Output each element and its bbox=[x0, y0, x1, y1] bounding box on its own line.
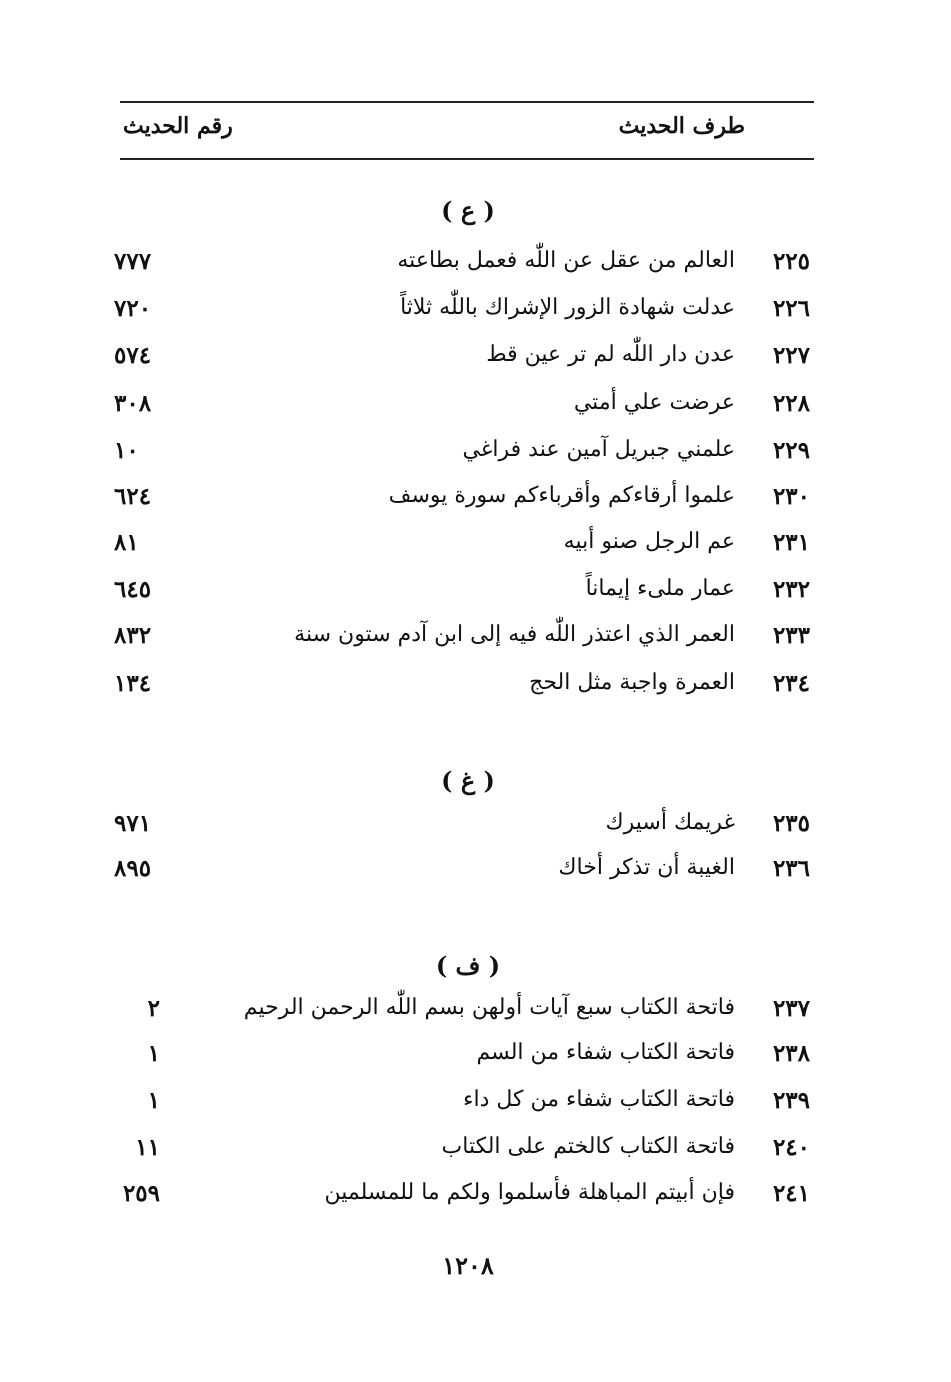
row-index: ٢٢٩ bbox=[772, 437, 810, 464]
table-row bbox=[0, 1180, 951, 1220]
row-ref: ٥٧٤ bbox=[114, 342, 152, 369]
row-index: ٢٣٢ bbox=[772, 576, 810, 603]
row-ref: ١ bbox=[147, 1087, 160, 1114]
table-row bbox=[0, 576, 951, 616]
table-row bbox=[0, 437, 951, 477]
row-index: ٢٣٧ bbox=[772, 995, 810, 1022]
row-ref: ٦٢٤ bbox=[114, 483, 152, 510]
row-index: ٢٢٥ bbox=[772, 248, 810, 275]
row-index: ٢٣٦ bbox=[772, 855, 810, 882]
row-ref: ٢ bbox=[147, 995, 160, 1022]
row-index: ٢٣٣ bbox=[772, 622, 810, 649]
table-row bbox=[0, 855, 951, 895]
table-row bbox=[0, 1134, 951, 1174]
section-title-ain: ( ع ) bbox=[441, 196, 495, 225]
row-index: ٢٢٨ bbox=[772, 390, 810, 417]
table-row bbox=[0, 670, 951, 710]
row-index: ٢٢٦ bbox=[772, 295, 810, 322]
row-text: عرضت علي أمتي bbox=[573, 390, 735, 415]
column-header-hadith-start: طرف الحديث bbox=[618, 113, 745, 139]
row-text: عدلت شهادة الزور الإشراك باللّٰه ثلاثاً bbox=[400, 295, 735, 320]
row-text: عم الرجل صنو أبيه bbox=[563, 529, 735, 554]
table-row bbox=[0, 995, 951, 1035]
row-text: فإن أبيتم المباهلة فأسلموا ولكم ما للمسلمين bbox=[324, 1180, 735, 1205]
row-ref: ١٠ bbox=[114, 437, 139, 464]
table-row bbox=[0, 295, 951, 335]
row-text: فاتحة الكتاب كالختم على الكتاب bbox=[441, 1134, 735, 1159]
table-row bbox=[0, 622, 951, 662]
row-ref: ٨٣٢ bbox=[114, 622, 152, 649]
row-ref: ١١ bbox=[135, 1134, 160, 1161]
row-index: ٢٣١ bbox=[772, 529, 810, 556]
row-index: ٢٣٨ bbox=[772, 1040, 810, 1067]
table-row bbox=[0, 1040, 951, 1080]
row-index: ٢٣٠ bbox=[772, 483, 810, 510]
table-row bbox=[0, 529, 951, 569]
row-text: عمار ملىء إيماناً bbox=[585, 576, 735, 601]
row-text: عدن دار اللّٰه لم تر عين قط bbox=[486, 342, 735, 367]
table-row bbox=[0, 390, 951, 430]
page-number: ١٢٠٨ bbox=[442, 1251, 494, 1280]
row-ref: ٣٠٨ bbox=[114, 390, 152, 417]
row-ref: ١٣٤ bbox=[114, 670, 152, 697]
table-row bbox=[0, 342, 951, 382]
row-text: العمر الذي اعتذر اللّٰه فيه إلى ابن آدم ستون سنة bbox=[294, 622, 735, 647]
table-row bbox=[0, 483, 951, 523]
row-ref: ٩٧١ bbox=[114, 810, 152, 837]
row-ref: ٢٥٩ bbox=[122, 1180, 160, 1207]
row-index: ٢٤١ bbox=[772, 1180, 810, 1207]
table-row bbox=[0, 1087, 951, 1127]
row-text: فاتحة الكتاب سبع آيات أولهن بسم اللّٰه الرحمن الرحيم bbox=[243, 995, 735, 1020]
row-text: غريمك أسيرك bbox=[605, 810, 735, 835]
header-rule-top bbox=[120, 101, 814, 103]
row-text: فاتحة الكتاب شفاء من كل داء bbox=[463, 1087, 735, 1112]
row-index: ٢٣٩ bbox=[772, 1087, 810, 1114]
row-index: ٢٤٠ bbox=[772, 1134, 810, 1161]
row-index: ٢٣٤ bbox=[772, 670, 810, 697]
row-ref: ٧٢٠ bbox=[114, 295, 152, 322]
table-row bbox=[0, 810, 951, 850]
column-header-hadith-number: رقم الحديث bbox=[123, 113, 233, 139]
row-text: الغيبة أن تذكر أخاك bbox=[558, 855, 735, 880]
table-row bbox=[0, 248, 951, 288]
row-text: العالم من عقل عن اللّٰه فعمل بطاعته bbox=[397, 248, 735, 273]
row-index: ٢٢٧ bbox=[772, 342, 810, 369]
row-index: ٢٣٥ bbox=[772, 810, 810, 837]
row-text: علموا أرقاءكم وأقرباءكم سورة يوسف bbox=[388, 483, 735, 508]
row-ref: ٦٤٥ bbox=[114, 576, 152, 603]
row-text: فاتحة الكتاب شفاء من السم bbox=[476, 1040, 735, 1065]
header-rule-bottom bbox=[120, 158, 814, 160]
row-text: العمرة واجبة مثل الحج bbox=[529, 670, 735, 695]
row-ref: ٨١ bbox=[114, 529, 139, 556]
section-title-ghain: ( غ ) bbox=[441, 766, 495, 795]
row-ref: ١ bbox=[147, 1040, 160, 1067]
row-ref: ٨٩٥ bbox=[114, 855, 152, 882]
section-title-fa: ( ف ) bbox=[435, 951, 501, 980]
row-text: علمني جبريل آمين عند فراغي bbox=[462, 437, 735, 462]
row-ref: ٧٧٧ bbox=[114, 248, 152, 275]
